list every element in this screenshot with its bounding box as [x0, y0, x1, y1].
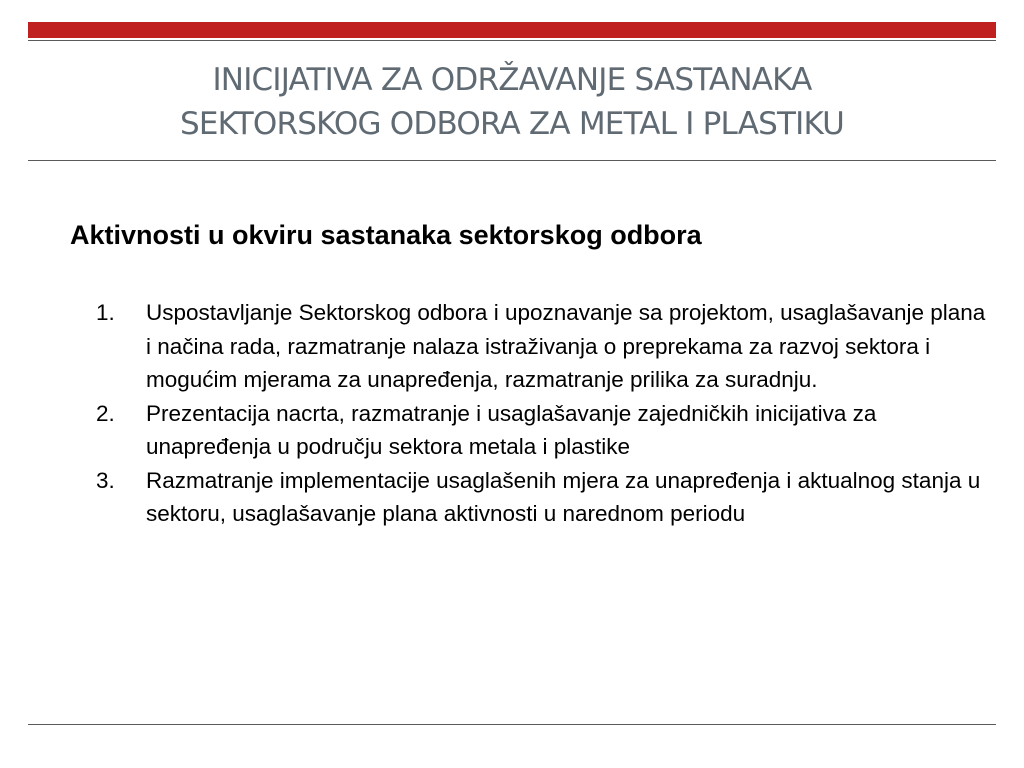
- top-divider: [28, 40, 996, 41]
- slide-title-line-2: SEKTORSKOG ODBORA ZA METAL I PLASTIKU: [179, 106, 845, 142]
- list-item-text: Uspostavljanje Sektorskog odbora i upoznavanje sa projektom, usaglašavanje plana i načina rada, razmatranje nalaza istraživanja o preprekama za razvoj sektora i mogućim mjerama za unapređenja, razmatranje prilika za suradnju.: [146, 300, 986, 392]
- list-item: [96, 464, 996, 531]
- list-item-number: 1.: [96, 300, 115, 325]
- list-item: [96, 296, 996, 397]
- list-item: [96, 397, 996, 464]
- activity-list: [96, 296, 996, 531]
- list-item-text: Razmatranje implementacije usaglašenih mjera za unapređenja i aktualnog stanja u sektoru, usaglašavanje plana aktivnosti u narednom periodu: [146, 467, 981, 526]
- title-divider: [28, 160, 996, 161]
- list-item-number: 3.: [96, 467, 115, 493]
- top-accent-bar: [28, 22, 996, 38]
- list-item-number: 2.: [96, 400, 115, 426]
- list-item-text: Prezentacija nacrta, razmatranje i usaglašavanje zajedničkih inicijativa za unapređenja u području sektora metala i plastike: [146, 400, 877, 459]
- slide-title: [28, 58, 996, 146]
- bottom-divider: [28, 724, 996, 725]
- section-subtitle: Aktivnosti u okviru sastanaka sektorskog odbora: [70, 220, 702, 250]
- slide-title-line-1: INICIJATIVA ZA ODRŽAVANJE SASTANAKA: [212, 62, 812, 98]
